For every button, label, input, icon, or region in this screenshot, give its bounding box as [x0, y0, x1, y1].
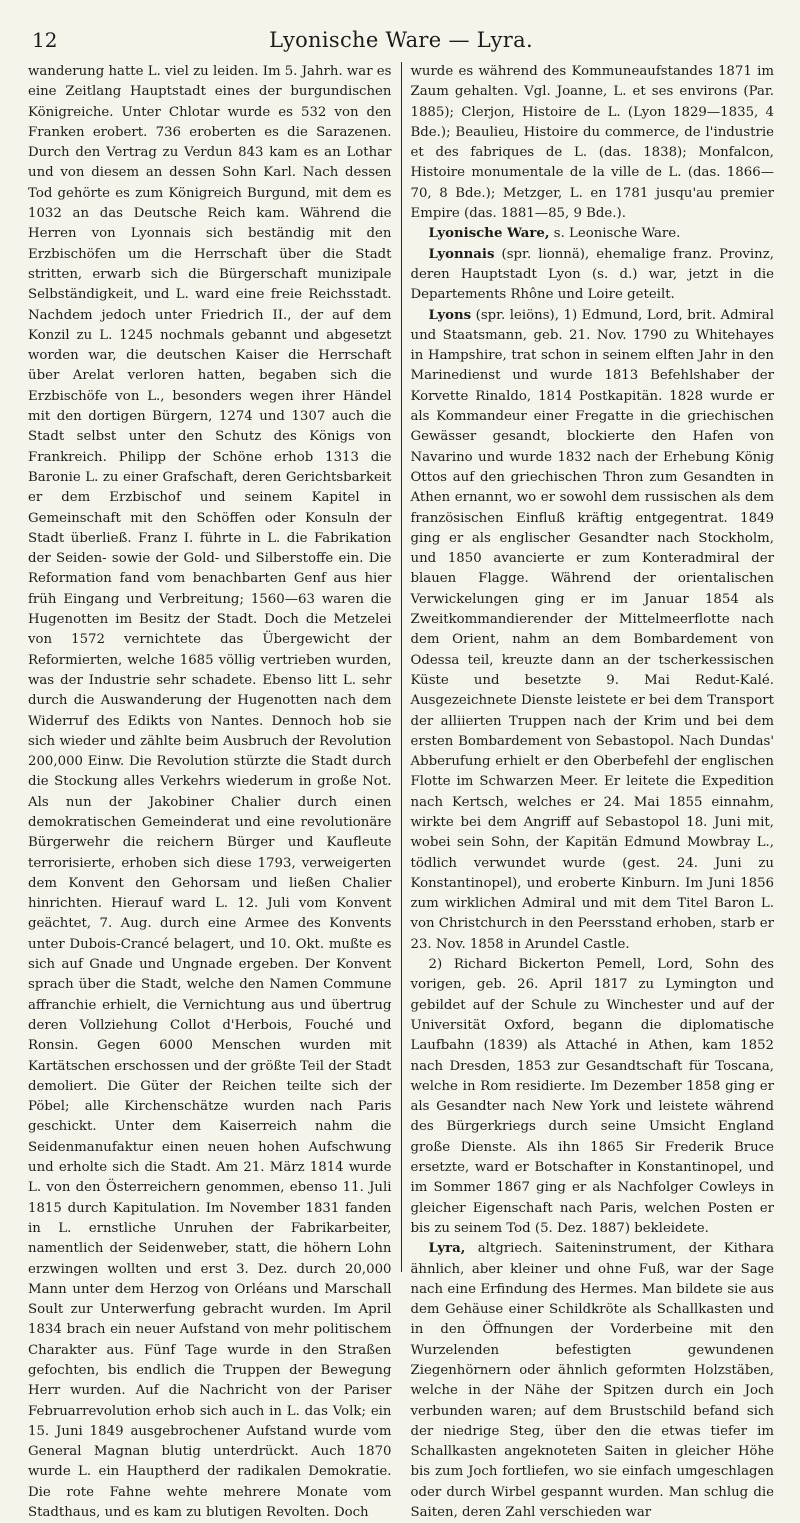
- text-columns: [28, 62, 774, 1523]
- entry-lyonische-ware: [411, 224, 775, 244]
- page-number: 12: [32, 28, 58, 52]
- left-column: [28, 62, 401, 1523]
- entry-text: (spr. lionnä), ehemalige franz. Provinz, deren Hauptstadt Lyon (s. d.) war, jetzt in die Departements Rhône und Loire geteilt.: [410, 246, 774, 303]
- entry-lyon-continued-end: wurde es während des Kommuneaufstandes 1871 im Zaum gehalten. Vgl. Joanne, L. et ses environs (Par. 1885); Clerjon, Histoire de L. (Lyon 1829—1835, 4 Bde.); Beaulieu, Histoire du commerce, de l'industrie et des fabriques de L. (das. 1838); Monfalcon, Histoire monumentale de la ville de L. (das. 1866—70, 8 Bde.); Metzger, L. en 1781 jusqu'au premier Empire (das. 1881—85, 9 Bde.).: [410, 64, 774, 222]
- entry-lyon-continued: wanderung hatte L. viel zu leiden. Im 5. Jahrh. war es eine Zeitlang Hauptstadt eines der burgundischen Königreiche. Unter Chlotar wurde es 532 von den Franken erobert. 736 eroberten es die Sarazenen. Durch den Vertrag zu Verdun 843 kam es an Lothar und von diesem an dessen Sohn Karl. Nach dessen Tod gehörte es zum Königreich Burgund, mit dem es 1032 an das Deutsche Reich kam. Während die Herren von Lyonnais sich beständig mit den Erzbischöfen um die Herrschaft über die Stadt stritten, erwarb sich die Bürgerschaft munizipale Selbständigkeit, und L. ward eine freie Reichsstadt. Nachdem jedoch unter Friedrich II., der auf dem Konzil zu L. 1245 nochmals gebannt und abgesetzt worden war, die deutschen Kaiser die Herrschaft über Arelat verloren hatten, begaben sich die Erzbischöfe von L., besonders wegen ihrer Händel mit den dortigen Bürgern, 1274 und 1307 auch die Stadt selbst unter den Schutz des Königs von Frankreich. Philipp der Schöne erhob 1313 die Baronie L. zu einer Grafschaft, deren Gerichtsbarkeit er dem Erzbischof und seinem Kapitel in Gemeinschaft mit den Schöffen oder Konsuln der Stadt überließ. Franz I. führte in L. die Fabrikation der Seiden- sowie der Gold- und Silberstoffe ein. Die Reformation fand vom benachbarten Genf aus hier früh Eingang und Verbreitung; 1560—63 waren die Hugenotten im Besitz der Stadt. Doch die Metzelei von 1572 vernichtete das Übergewicht der Reformierten, welche 1685 völlig vertrieben wurden, was der Industrie sehr schadete. Ebenso litt L. sehr durch die Auswanderung der Hugenotten nach dem Widerruf des Edikts von Nantes. Dennoch hob sie sich wieder und zählte beim Ausbruch der Revolution 200,000 Einw. Die Revolution stürzte die Stadt durch die Stockung alles Verkehrs wiederum in große Not. Als nun der Jakobiner Chalier durch einen demokratischen Gemeinderat und eine revolutionäre Bürgerwehr die reichern Bürger und Kaufleute terrorisierte, erhoben sich diese 1793, verweigerten dem Konvent den Gehorsam und ließen Chalier hinrichten. Hierauf ward L. 12. Juli vom Konvent geächtet, 7. Aug. durch eine Armee des Konvents unter Dubois-Crancé belagert, und 10. Okt. mußte es sich auf Gnade und Ungnade ergeben. Der Konvent sprach über die Stadt, welche den Namen Commune affranchie erhielt, die Vernichtung aus und übertrug deren Vollziehung Collot d'Herbois, Fouché und Ronsin. Gegen 6000 Menschen wurden mit Kartätschen erschossen und der größte Teil der Stadt demoliert. Die Güter der Reichen teilte sich der Pöbel; alle Kirchenschätze wurden nach Paris geschickt. Unter dem Kaiserreich nahm die Seidenmanufaktur einen neuen hohen Aufschwung und erholte sich die Stadt. Am 21. März 1814 wurde L. von den Österreichern genommen, ebenso 11. Juli 1815 durch Kapitulation. Im November 1831 fanden in L. ernstliche Unruhen der Fabrikarbeiter, namentlich der Seidenweber, statt, die höhern Lohn erzwingen wollten und erst 3. Dez. durch 20,000 Mann unter dem Herzog von Orléans und Marschall Soult zur Unterwerfung gebracht wurden. Im April 1834 brach ein neuer Aufstand von mehr politischem Charakter aus. Fünf Tage wurde in den Straßen gefochten, bis endlich die Truppen der Bewegung Herr wurden. Auf die Nachricht von der Pariser Februarrevolution erhob sich auch in L. das Volk; ein 15. Juni 1849 ausgebrochener Aufstand wurde vom General Magnan blutig unterdrückt. Auch 1870 wurde L. ein Hauptherd der radikalen Demokratie. Die rote Fahne wehte mehrere Monate vom Stadthaus, und es kam zu blutigen Revolten. Doch: [28, 64, 392, 1521]
- running-head: Lyonische Ware — Lyra.: [269, 28, 533, 52]
- entry-text: s. Leonische Ware.: [553, 226, 681, 242]
- right-column: [402, 62, 775, 1523]
- entry-lyons: [411, 306, 775, 956]
- headword: Lyons: [428, 307, 472, 323]
- page-header: [28, 22, 774, 62]
- entry-text: (spr. leiöns), 1) Edmund, Lord, brit. Admiral und Staatsmann, geb. 21. Nov. 1790 zu Whitehayes in Hampshire, trat schon in seinem elften Jahr in den Marinedienst und wurde 1813 Befehlshaber der Korvette Rinaldo, 1814 Postkapitän. 1828 wurde er als Kommandeur einer Fregatte in die griechischen Gewässer gesandt, blockierte den Hafen von Navarino und wurde 1832 nach der Erhebung König Ottos auf den griechischen Thron zum Gesandten in Athen ernannt, wo er sowohl dem russischen als dem französischen Einfluß kräftig entgegentrat. 1849 ging er als englischer Gesandter nach Stockholm, und 1850 avancierte er zum Konteradmiral der blauen Flagge. Während der orientalischen Verwickelungen ging er im Januar 1854 als Zweitkommandierender der Mittelmeerflotte nach dem Orient, nahm an dem Bombardement von Odessa teil, kreuzte dann an der tscherkessischen Küste und besetzte 9. Mai Redut-Kalé. Ausgezeichnete Dienste leistete er bei dem Transport der alliierten Truppen nach der Krim und bei dem ersten Bombardement von Sebastopol. Nach Dundas' Abberufung erhielt er den Oberbefehl der englischen Flotte im Schwarzen Meer. Er leitete die Expedition nach Kertsch, welches er 24. Mai 1855 einnahm, wirkte bei dem Angriff auf Sebastopol 18. Juni mit, wobei sein Sohn, der Kapitän Edmund Mowbray L., tödlich verwundet wurde (gest. 24. Juni zu Konstantinopel), und eroberte Kinburn. Im Juni 1856 zum wirklichen Admiral und mit dem Titel Baron L. von Christchurch in den Peersstand erhoben, starb er 23. Nov. 1858 in Arundel Castle.: [410, 307, 774, 952]
- headword: Lyonische Ware,: [428, 226, 550, 242]
- entry-lyra: [411, 1239, 775, 1523]
- entry-lyons-2: 2) Richard Bickerton Pemell, Lord, Sohn des vorigen, geb. 26. April 1817 zu Lymington und gebildet auf der Schule zu Winchester und auf der Universität Oxford, begann die diplomatische Laufbahn (1839) als Attaché in Athen, kam 1852 nach Dresden, 1853 zur Gesandtschaft für Toscana, welche in Rom residierte. Im Dezember 1858 ging er als Gesandter nach New York und leistete während des Bürgerkriegs durch seine Umsicht England große Dienste. Als ihn 1865 Sir Frederik Bruce ersetzte, ward er Botschafter in Konstantinopel, und im Sommer 1867 ging er als Nachfolger Cowleys in gleicher Eigenschaft nach Paris, welchen Posten er bis zu seinem Tod (5. Dez. 1887) bekleidete.: [410, 957, 774, 1236]
- entry-lyonnais: [411, 245, 775, 306]
- headword: Lyra,: [428, 1241, 466, 1257]
- headword: Lyonnais: [428, 246, 495, 262]
- entry-text: altgriech. Saiteninstrument, der Kithara ähnlich, aber kleiner und ohne Fuß, war der Sage nach eine Erfindung des Hermes. Man bildete sie aus dem Gehäuse einer Schildkröte als Schallkasten und in den Öffnungen der Vorderbeine mit den Wurzelenden befestigten gewundenen Ziegenhörnern oder ähnlich geformten Holzstäben, welche in der Nähe der Spitzen durch ein Joch verbunden waren; auf dem Brustschild befand sich der niedrige Steg, über den die etwas tiefer im Schallkasten angeknoteten Saiten in gleicher Höhe bis zum Joch fortliefen, wo sie einfach umgeschlagen oder durch Wirbel gespannt wurden. Man schlug die Saiten, deren Zahl verschieden war: [410, 1241, 774, 1521]
